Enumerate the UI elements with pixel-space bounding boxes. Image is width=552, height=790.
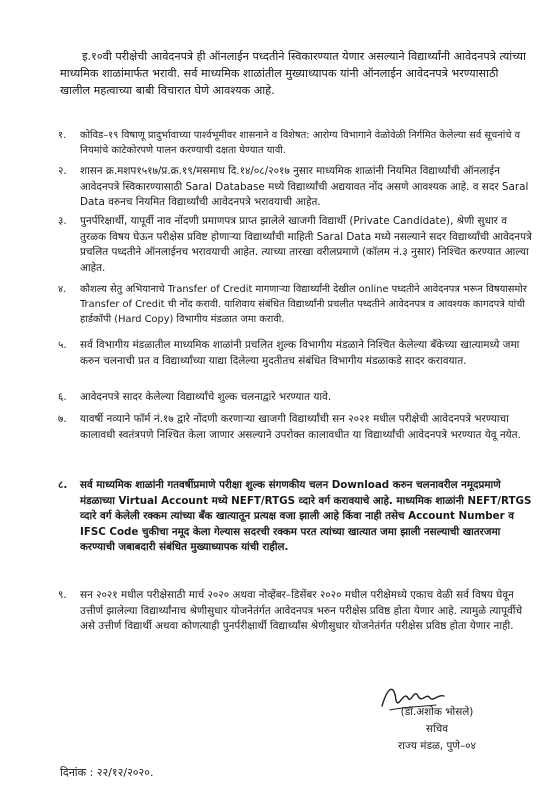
list-item-2 [58, 164, 534, 211]
item-number: ८. [58, 479, 68, 491]
item-number: २. [58, 165, 67, 177]
signatory-designation: सचिव [425, 723, 449, 735]
item-number: ३. [58, 215, 67, 227]
item-text: पुनर्परिक्षार्थी, यापूर्वी नाव नोंदणी प्रमाणपत्र प्राप्त झालेले खाजगी विद्यार्थी (Private Candidate), श्रेणी सुधार व तुरळक विषय घेऊन परीक्षेस प्रविष्ट होणाऱ्या विद्यार्थ्यांची माहिती Saral Data मध्ये नसल्याने सदर विद्यार्थ्यांची आवेदनपत्रे प्रचलित पध्दतीने ऑनलाईनच भरावयाची आहेत. त्याच्या तारखा वरीलप्रमाणे (कॉलम नं.३ नुसार) निश्चित करण्यात आल्या आहेत. [80, 215, 532, 274]
date-line: दिनांक : २२/१२/२०२०. [60, 766, 154, 779]
item-text: शासन क्र.मशप१५१७/प्र.क्र.१९/मसमाध दि.१४/०८/२०१७ नुसार माध्यमिक शाळांनी नियमित विद्यार्थ्यांची ऑनलाईन आवेदनपत्रे स्विकारण्यासाठी Saral Database मध्ये विद्यार्थ्यांची अद्ययावत नोंद असणे आवश्यक आहे. व सदर Saral Data वरुनच नियमित विद्यार्थ्यांची आवेदनपत्रे भरावयाची आहेत. [80, 165, 529, 208]
signatory-name: (डॉ.अशोक भोसले) [400, 706, 474, 718]
item-text: आवेदनपत्रे सादर केलेल्या विद्यार्थ्यांचे शुल्क चलनाद्वारे भरण्यात यावे. [80, 391, 332, 403]
list-item-4 [58, 282, 534, 327]
list-item-5 [58, 338, 534, 369]
list-item-6 [58, 390, 534, 406]
item-text: कोविड–१९ विषाणू प्रादुर्भावाच्या पार्श्वभूमीवर शासनाने व विशेषत: आरोग्य विभागाने वेळोवेळी निर्गमित केलेल्या सर्व सूचनांचे व नियमांचे काटेकोरपणे पालन करण्याची दक्षता घेण्यात यावी. [80, 130, 521, 156]
list-item-9 [58, 588, 534, 635]
list-item-8 [58, 478, 534, 556]
item-number: १. [58, 130, 67, 141]
item-text: सर्व विभागीय मंडळातील माध्यमिक शाळांनी प्रचलित शुल्क विभागीय मंडळाने निश्चित केलेल्या बँकेच्या खात्यामध्ये जमा करुन चलनाची प्रत व विद्यार्थ्यांच्या याद्या दिलेल्या मुदतीतच संबंधित विभागीय मंडळाकडे सादर करावयात. [80, 339, 520, 367]
item-number: ७. [58, 413, 67, 425]
list-item-1 [58, 128, 534, 158]
list-item-7 [58, 412, 534, 443]
item-number: ५. [58, 339, 67, 351]
signatory-office: राज्य मंडळ, पुणे–०४ [398, 740, 476, 752]
item-number: ४. [58, 284, 67, 295]
item-number: ६. [58, 391, 67, 403]
item-text: कौशल्य सेतु अभियानाचे Transfer of Credit मागणाऱ्या विद्यार्थ्यांनी देखील online पध्दतीने आवेदनपत्र भरून विषयासमोर Transfer of Credit ची नोंद करावी. याशिवाय संबंधित विद्यार्थ्यांनी प्रचलीत पध्दतीने आवेदनपत्र व आवश्यक कागदपत्रे यांची हार्डकॉपी (Hard Copy) विभागीय मंडळात जमा करावी. [80, 284, 527, 325]
item-text: यावर्षी नव्याने फॉर्म नं.१७ द्वारे नोंदणी करणाऱ्या खाजगी विद्यार्थ्यांची सन २०२१ मधील परीक्षेची आवेदनपत्रे भरण्याचा कालावधी स्वतंत्रपणे निश्चित केला जाणार असल्याने उपरोक्त कालावधीत या विद्यार्थ्यांची आवेदनपत्रे भरण्यात येवू नयेत. [80, 413, 521, 441]
item-text: सर्व माध्यमिक शाळांनी गतवर्षीप्रमाणे परीक्षा शुल्क संगणकीय चलन Download करुन चलनावरील नमूदप्रमाणे मंडळाच्या Virtual Account मध्ये NEFT/RTGS व्दारे वर्ग करावयाचे आहे. माध्यमिक शाळांनी NEFT/RTGS व्दारे वर्ग केलेली रक्कम त्यांच्या बँक खात्यातून प्रत्यक्ष वजा झाली आहे किंवा नाही तसेच Account Number व IFSC Code चुकीचा नमूद केला गेल्यास सदरची रक्कम परत त्यांच्या खात्यात जमा झाली नसल्याची खातरजमा करण्याची जबाबदारी संबंधित मुख्याध्यापक यांची राहील. [80, 479, 532, 553]
item-text: सन २०२१ मधील परीक्षेसाठी मार्च २०२० अथवा नोव्हेंबर–डिसेंबर २०२० मधील परीक्षेमध्ये एकाच वेळी सर्व विषय घेवून उत्तीर्ण झालेल्या विद्यार्थ्यांनाच श्रेणीसुधार योजनेतंर्गत आवेदनपत्र भरुन परीक्षेस प्रविष्ठ होता येणार आहे. त्यामुळे त्यापूर्वीचे असे उत्तीर्ण विद्यार्थी अथवा कोणत्याही पुनर्परीक्षार्थी विद्यार्थ्यांस श्रेणीसुधार योजनेतंर्गत परीक्षेस प्रविष्ठ होता येणार नाही. [80, 589, 523, 632]
intro-paragraph: इ.१०वी परीक्षेची आवेदनपत्रे ही ऑनलाईन पध्दतीने स्विकारण्यात येणार असल्याने विद्यार्थ्यांनी आवेदनपत्रे त्यांच्या माध्यमिक शाळांमार्फत भरावी. सर्व माध्यमिक शाळांतील मुख्याध्यापक यांनी ऑनलाईन आवेदनपत्रे भरण्यासाठी खालील महत्वाच्या बाबी विचारात घेणे आवश्यक आहे. [60, 50, 526, 97]
list-item-3 [58, 214, 534, 276]
signature-block [352, 704, 522, 755]
item-number: ९. [58, 589, 67, 601]
